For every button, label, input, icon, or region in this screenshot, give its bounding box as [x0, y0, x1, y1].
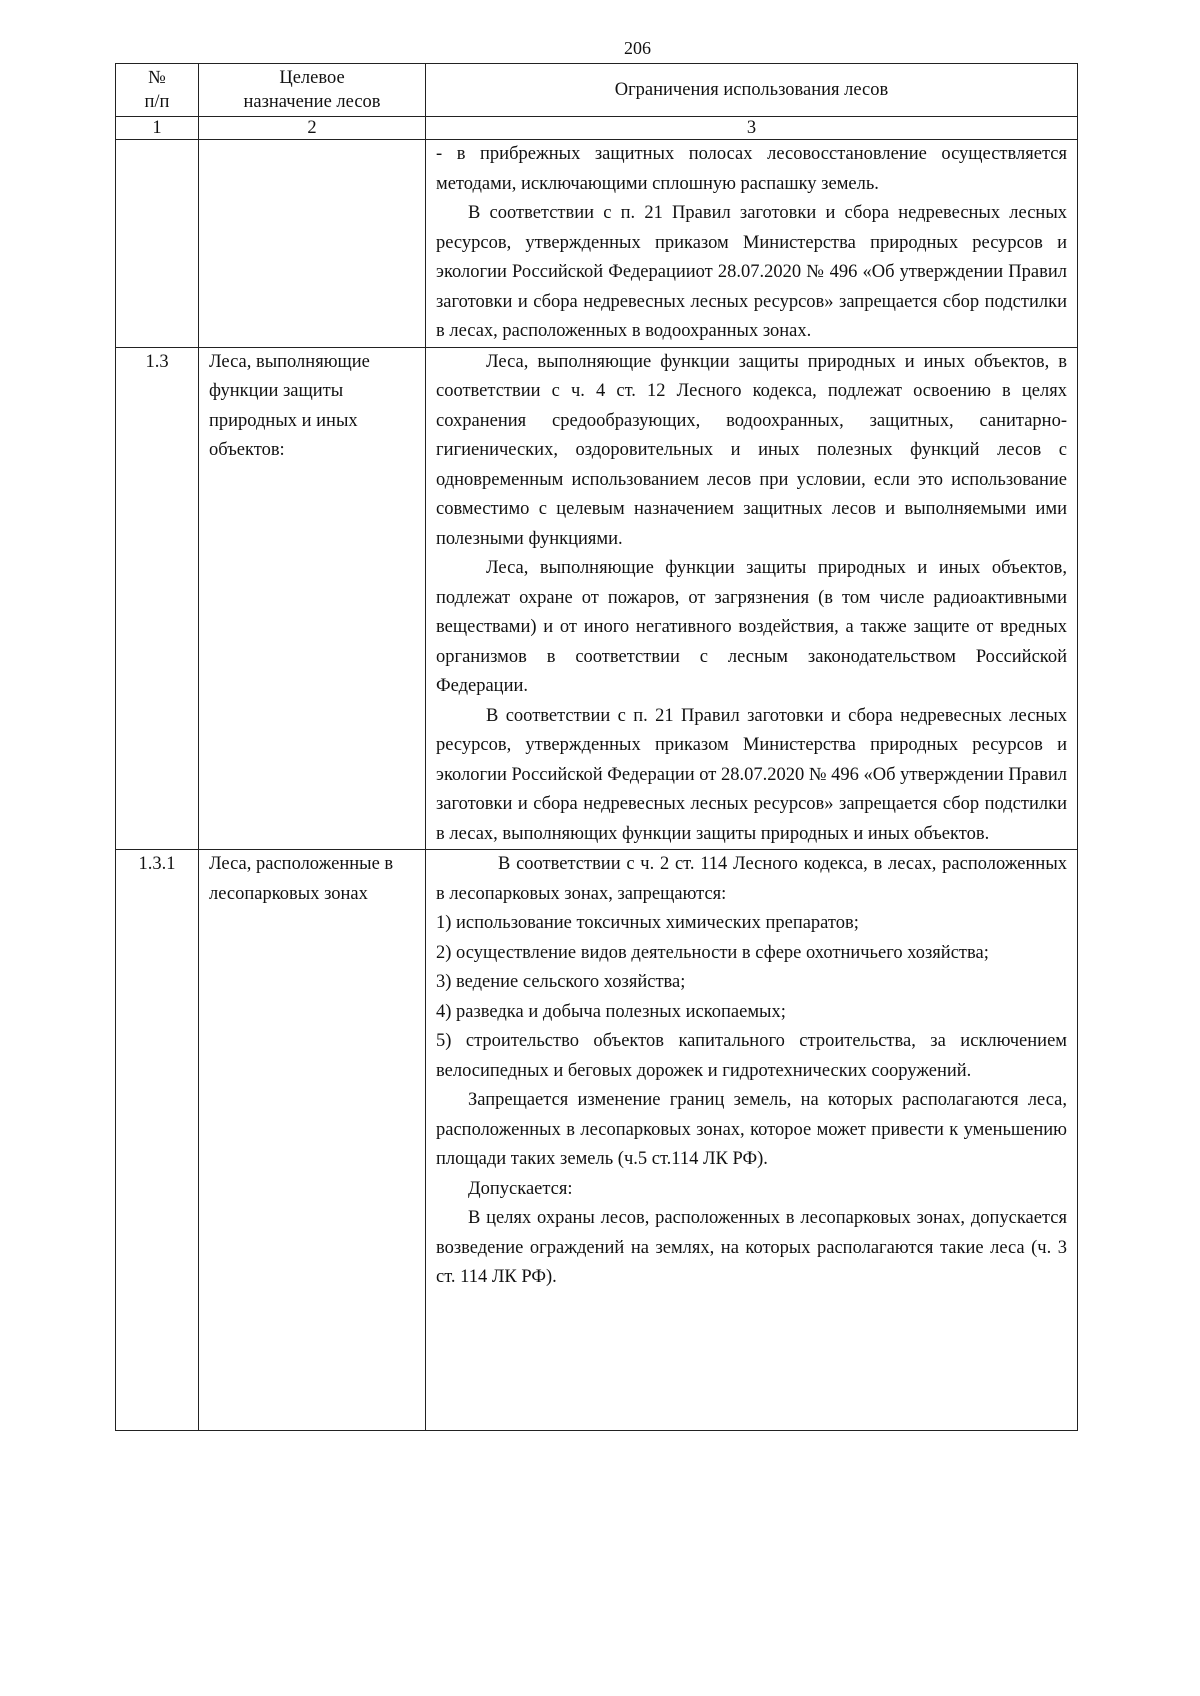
row-number: 1.3: [116, 347, 199, 850]
row-restrictions: [426, 140, 1078, 348]
restriction-paragraph: Допускается:: [468, 1178, 573, 1199]
table-header-row: [116, 64, 1078, 117]
header-restrictions: Ограничения использования лесов: [426, 64, 1078, 117]
column-number: 3: [426, 117, 1078, 140]
restriction-paragraph: В целях охраны лесов, расположенных в лесопарковых зонах, допускается возведение ограждений на землях, на которых располагаются такие леса (ч. 3 ст. 114 ЛК РФ).: [436, 1208, 1067, 1287]
restriction-paragraph: Леса, выполняющие функции защиты природных и иных объектов, в соответствии с ч. 4 ст. 12 Лесного кодекса, подлежат освоению в целях сохранения средообразующих, водоохранных, защитных, санитарно-гигиенических, оздоровительных и иных полезных функций лесов с одновременным использованием лесов при условии, если это использование совместимо с целевым назначением защитных лесов и выполняемыми ими полезными функциями.: [436, 351, 1067, 549]
restriction-list-item: 1) использование токсичных химических препаратов;: [436, 913, 859, 933]
restriction-paragraph: В соответствии с п. 21 Правил заготовки и сбора недревесных лесных ресурсов, утвержденных приказом Министерства природных ресурсов и экологии Российской Федерации от 28.07.2020 № 496 «Об утверждении Правил заготовки и сбора недревесных лесных ресурсов» запрещается сбор подстилки в лесах, выполняющих функции защиты природных и иных объектов.: [436, 705, 1068, 844]
row-purpose: Леса, расположенные в лесопарковых зонах: [199, 850, 426, 1431]
restriction-paragraph: Леса, выполняющие функции защиты природных и иных объектов, подлежат охране от пожаров, от загрязнения (в том числе радиоактивными веществами) и от иного негативного воздействия, а также защите от вредных организмов в соответствии с лесным законодательством Российской Федерации.: [436, 558, 1067, 696]
row-purpose: [199, 140, 426, 348]
header-purpose: Целевое назначение лесов: [199, 64, 426, 117]
row-purpose: Леса, выполняющие функции защиты природных и иных объектов:: [199, 347, 426, 850]
restriction-list-item: 5) строительство объектов капитального строительства, за исключением велосипедных и беговых дорожек и гидротехнических сооружений.: [436, 1031, 1067, 1081]
forest-restrictions-table: [115, 63, 1078, 1431]
table-row: [116, 347, 1078, 850]
header-number: № п/п: [116, 64, 199, 117]
restriction-list-item: 2) осуществление видов деятельности в сфере охотничьего хозяйства;: [436, 942, 989, 963]
table-row: [116, 850, 1078, 1431]
column-number: 2: [199, 117, 426, 140]
row-number: [116, 140, 199, 348]
restriction-list-item: 3) ведение сельского хозяйства;: [436, 972, 686, 992]
column-numbers-row: [116, 117, 1078, 140]
restriction-paragraph: - в прибрежных защитных полосах лесовосстановление осуществляется методами, исключающими сплошную распашку земель.: [436, 144, 1067, 194]
column-number: 1: [116, 117, 199, 140]
page-number: 206: [624, 38, 651, 58]
restriction-paragraph: В соответствии с п. 21 Правил заготовки и сбора недревесных лесных ресурсов, утвержденных приказом Министерства природных ресурсов и экологии Российской Федерацииот 28.07.2020 № 496 «Об утверждении Правил заготовки и сбора недревесных лесных ресурсов» запрещается сбор подстилки в лесах, расположенных в водоохранных зонах.: [436, 203, 1067, 341]
restriction-list-item: 4) разведка и добыча полезных ископаемых;: [436, 1001, 786, 1022]
row-restrictions: [426, 850, 1078, 1431]
row-restrictions: [426, 347, 1078, 850]
row-number: 1.3.1: [116, 850, 199, 1431]
restriction-paragraph: Запрещается изменение границ земель, на которых располагаются леса, расположенных в лесопарковых зонах, которое может привести к уменьшению площади таких земель (ч.5 ст.114 ЛК РФ).: [436, 1090, 1067, 1169]
restriction-paragraph: В соответствии с ч. 2 ст. 114 Лесного кодекса, в лесах, расположенных в лесопарковых зонах, запрещаются:: [436, 854, 1067, 904]
table-row: [116, 140, 1078, 348]
